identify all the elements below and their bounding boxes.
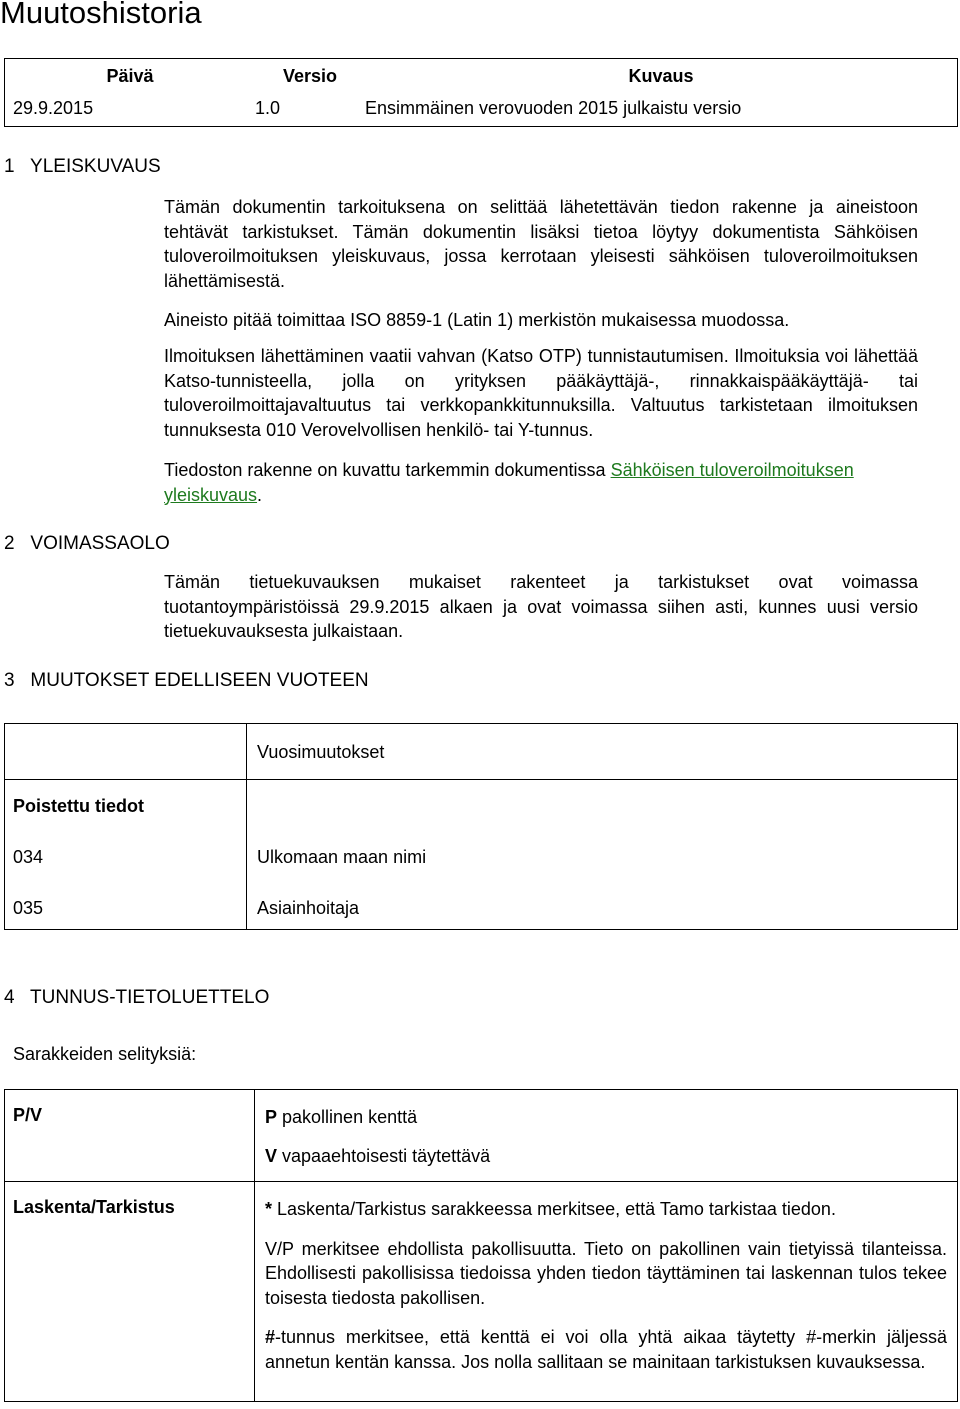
pv-label-cell [5, 1090, 255, 1182]
removed-code-2: 035 [13, 898, 44, 918]
history-date: 29.9.2015 [5, 93, 256, 127]
section-1-paragraph-1: Tämän dokumentin tarkoituksena on selittää lähetettävän tiedon rakenne ja aineistoon tehtävät tarkistukset. Tämän dokumentin lisäksi tietoa löytyy dokumentista Sähköisen tuloveroilmoituksen yleiskuvaus, jossa kerrotaan yleisesti sähköisen tuloveroilmoituksen lähettämisestä. [164, 197, 918, 291]
removed-names-spacer [257, 794, 957, 818]
history-table [4, 58, 958, 127]
section-2-paragraph: Tämän tietuekuvauksen mukaiset rakenteet ja tarkistukset ovat voimassa tuotantoympäristöissä 29.9.2015 alkaen ja ovat voimassa siihen asti, kunnes uusi versio tietuekuvauksesta julkaistaan. [164, 572, 918, 641]
pv-label: P/V [13, 1105, 43, 1125]
lt-paragraph-3-text: -tunnus merkitsee, että kenttä ei voi olla yhtä aikaa täytetty #-merkin jäljessä annetun kentän kanssa. Jos nolla sallitaan se mainitaan tarkistuksen kuvauksessa. [265, 1327, 947, 1372]
section-2-heading: 2 VOIMASSAOLO [4, 533, 170, 554]
section-3-heading: 3 MUUTOKSET EDELLISEEN VUOTEEN [4, 670, 369, 691]
pv-description-cell [255, 1090, 958, 1182]
lt-label: Laskenta/Tarkistus [13, 1197, 175, 1217]
history-header-version: Versio [255, 59, 365, 93]
lt-paragraph-2: V/P merkitsee ehdollista pakollisuutta. Tieto on pakollinen vain tietyissä tilanteissa. Ehdollisesti pakollisissa tiedoissa yhden tiedon täyttäminen tai laskennan tulos tekee toisesta tiedosta pakollisen. [265, 1238, 947, 1308]
pv-optional-letter: V [265, 1146, 278, 1166]
history-header-date: Päivä [5, 59, 256, 93]
removed-fields-cell [5, 780, 247, 930]
lt-description-cell [255, 1182, 958, 1402]
lt-hash: # [265, 1327, 276, 1347]
page-title: Muutoshistoria [0, 0, 202, 30]
removed-name-1: Ulkomaan maan nimi [257, 847, 427, 867]
section-1-paragraph-4-end: . [257, 484, 263, 505]
removed-fields-label: Poistettu tiedot [13, 796, 144, 816]
section-1-paragraph-4-text: Tiedoston rakenne on kuvattu tarkemmin dokumentissa [164, 460, 611, 480]
lt-paragraph-1 [265, 1197, 947, 1222]
changes-column-header: Vuosimuutokset [247, 724, 958, 780]
lt-paragraph-1-text: Laskenta/Tarkistus sarakkeessa merkitsee, että Tamo tarkistaa tiedon. [272, 1199, 836, 1219]
section-1-paragraph-4 [164, 458, 918, 507]
history-header-description: Kuvaus [365, 59, 958, 93]
lt-asterisk: * [265, 1199, 273, 1219]
pv-mandatory [265, 1105, 947, 1129]
section-1-paragraph-3: Ilmoituksen lähettäminen vaatii vahvan (Katso OTP) tunnistautumisen. Ilmoituksia voi lähettää Katso-tunnisteella, jolla on yrityksen pääkäyttäjä-, rinnakkaispääkäyttäjä- tai tuloveroilmoittajavaltuutus tai verkkopankkitunnuksilla. Valtuutus tarkistetaan ilmoituksen tunnuksesta 010 Verovelvollisen henkilö- tai Y-tunnus. [164, 346, 918, 440]
history-version: 1.0 [255, 93, 365, 127]
pv-optional-text: vapaaehtoisesti täytettävä [277, 1146, 491, 1166]
section-4-heading: 4 TUNNUS-TIETOLUETTELO [4, 987, 270, 1008]
history-description: Ensimmäinen verovuoden 2015 julkaistu versio [365, 93, 958, 127]
column-explanations-table [4, 1089, 958, 1402]
yleiskuvaus-link[interactable]: Sähköisen tuloveroilmoituksen yleiskuvaus [164, 460, 854, 505]
pv-optional [265, 1144, 947, 1168]
section-1-heading: 1 YLEISKUVAUS [4, 156, 161, 177]
removed-name-2: Asiainhoitaja [257, 898, 360, 918]
lt-label-cell [5, 1182, 255, 1402]
changes-table [4, 723, 958, 930]
removed-code-1: 034 [13, 847, 44, 867]
lt-paragraph-3 [265, 1325, 947, 1374]
column-explanations-heading: Sarakkeiden selityksiä: [13, 1044, 197, 1064]
removed-names-cell [247, 780, 958, 930]
pv-mandatory-text: pakollinen kenttä [277, 1107, 418, 1127]
section-1-paragraph-2: Aineisto pitää toimittaa ISO 8859-1 (Latin 1) merkistön mukaisessa muodossa. [164, 310, 790, 330]
pv-mandatory-letter: P [265, 1107, 278, 1127]
changes-corner-cell [5, 724, 247, 780]
